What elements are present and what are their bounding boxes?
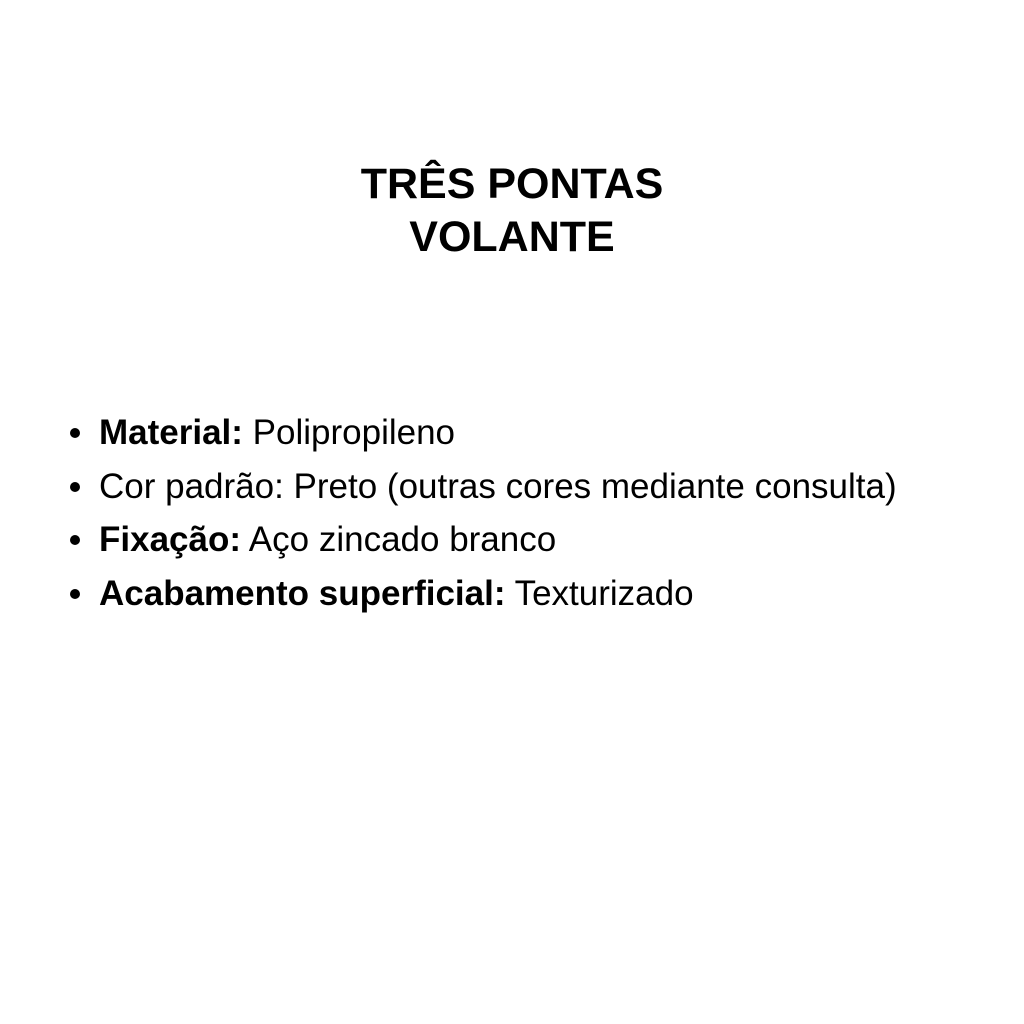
product-title [0, 158, 1024, 264]
spec-label: Acabamento superficial: [99, 573, 506, 613]
bullet-icon [70, 535, 80, 545]
spec-item-fixation [68, 513, 897, 567]
spec-label: Material: [99, 413, 243, 452]
spec-value: Aço zincado branco [241, 520, 557, 559]
bullet-icon [70, 428, 80, 438]
bullet-icon [70, 589, 80, 599]
spec-value: Texturizado [505, 573, 694, 613]
bullet-icon [70, 482, 80, 492]
spec-item-finish [68, 567, 897, 621]
spec-item-color [68, 460, 897, 514]
spec-value: Polipropileno [242, 413, 456, 452]
spec-item-material [68, 406, 897, 460]
product-title-line-1: TRÊS PONTAS [360, 160, 664, 208]
product-title-line-2: VOLANTE [409, 213, 615, 261]
spec-value: Cor padrão: Preto (outras cores mediante consulta) [99, 466, 897, 506]
specifications-list [68, 406, 897, 620]
spec-label: Fixação: [99, 520, 241, 559]
